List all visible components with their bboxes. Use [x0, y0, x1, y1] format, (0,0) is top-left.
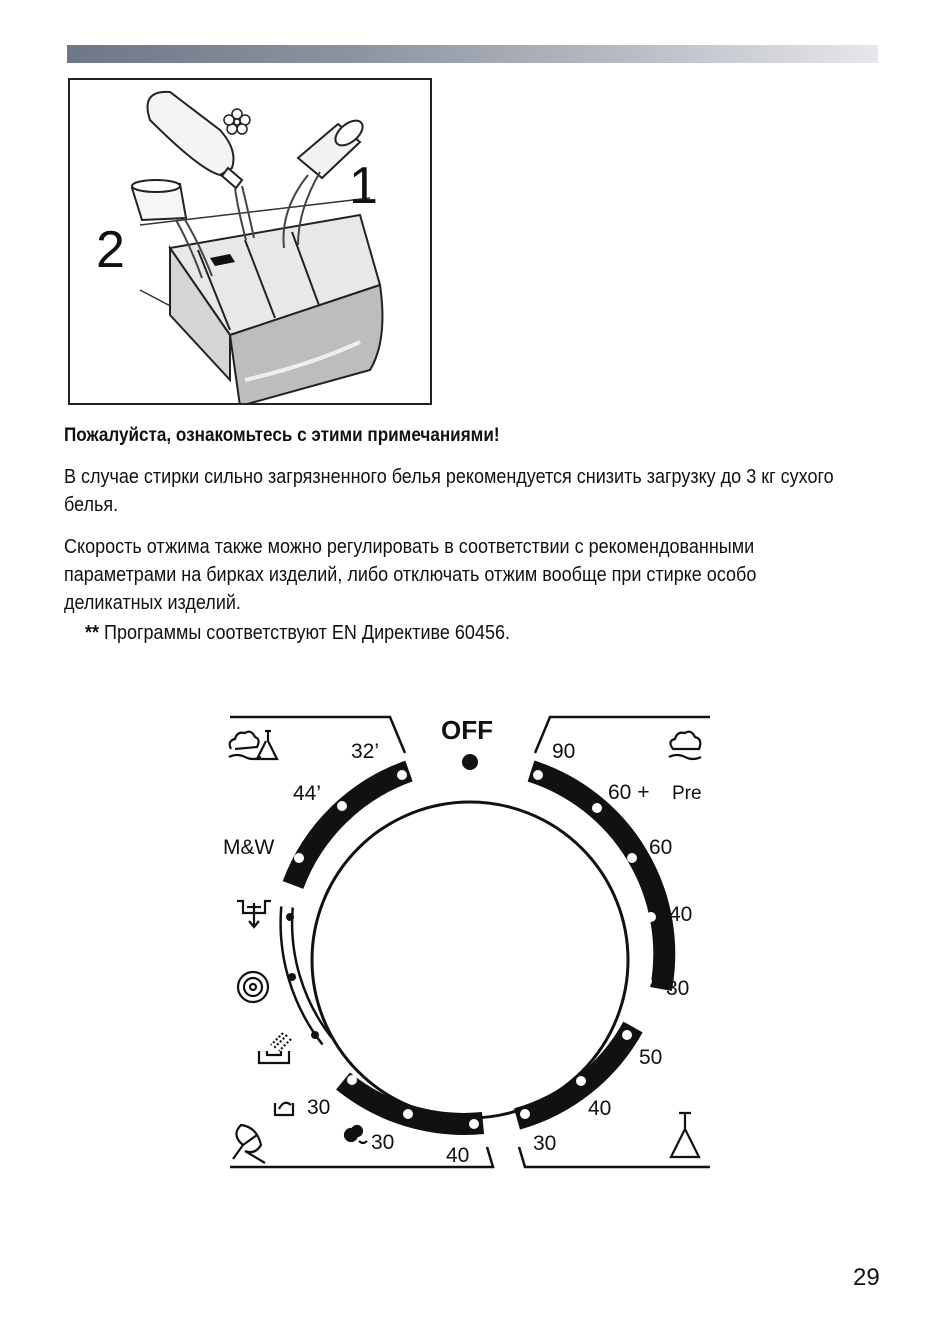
label-wool-30: 30 [371, 1131, 395, 1154]
label-30-synthetic: 30 [533, 1132, 557, 1155]
off-label: OFF [441, 715, 493, 745]
note-paragraph-1: В случае стирки сильно загрязненного белья рекомендуется снизить загрузку до 3 кг сухого белья. [64, 466, 834, 516]
drain-icon [237, 901, 271, 927]
compartment-1-label: 1 [349, 157, 378, 215]
footnote [85, 619, 877, 647]
label-60-plus: 60 + [608, 781, 650, 804]
label-delicate-40: 40 [446, 1144, 470, 1167]
label-40-synthetic: 40 [588, 1097, 612, 1120]
cotton-eco-icon [229, 731, 277, 759]
label-60: 60 [649, 836, 673, 859]
label-90: 90 [552, 740, 576, 763]
label-50-synthetic: 50 [639, 1046, 663, 1069]
dial-graphics [215, 705, 725, 1180]
off-position-dot [462, 754, 478, 770]
label-32min: 32’ [351, 740, 380, 763]
synthetic-icon [671, 1113, 699, 1157]
arc-lower-right [517, 1027, 633, 1119]
footnote-text: Программы соответствуют EN Директиве 60456. [99, 622, 510, 644]
compartment-2-label: 2 [96, 221, 125, 279]
program-selector-dial [215, 705, 725, 1180]
label-pre: Pre [672, 783, 702, 804]
spin-icon [238, 972, 268, 1002]
detergent-drawer-illustration [68, 78, 432, 405]
wool-icon [345, 1126, 367, 1143]
footnote-marker: ** [85, 622, 100, 644]
dial-knob-circle [312, 802, 628, 1118]
label-30: 30 [666, 977, 690, 1000]
delicate-icon [233, 1125, 265, 1163]
header-bar [67, 45, 878, 63]
hand-wash-icon [275, 1103, 293, 1115]
notes-title: Пожалуйста, ознакомьтесь с этими примечаниями! [64, 425, 500, 446]
cotton-icon [669, 732, 701, 759]
note-paragraph-2: Скорость отжима также можно регулировать в соответствии с рекомендованными параметрами на бирках изделий, либо отключать отжим вообще при стирке особо деликатных изделий. [64, 536, 757, 614]
label-mw: M&W [223, 836, 275, 859]
page-number: 29 [853, 1264, 880, 1291]
label-hand-wash-30: 30 [307, 1096, 331, 1119]
label-44min: 44’ [293, 782, 322, 805]
rinse-icon [259, 1033, 291, 1063]
arc-bottom-left [343, 1081, 483, 1124]
label-40: 40 [669, 903, 693, 926]
